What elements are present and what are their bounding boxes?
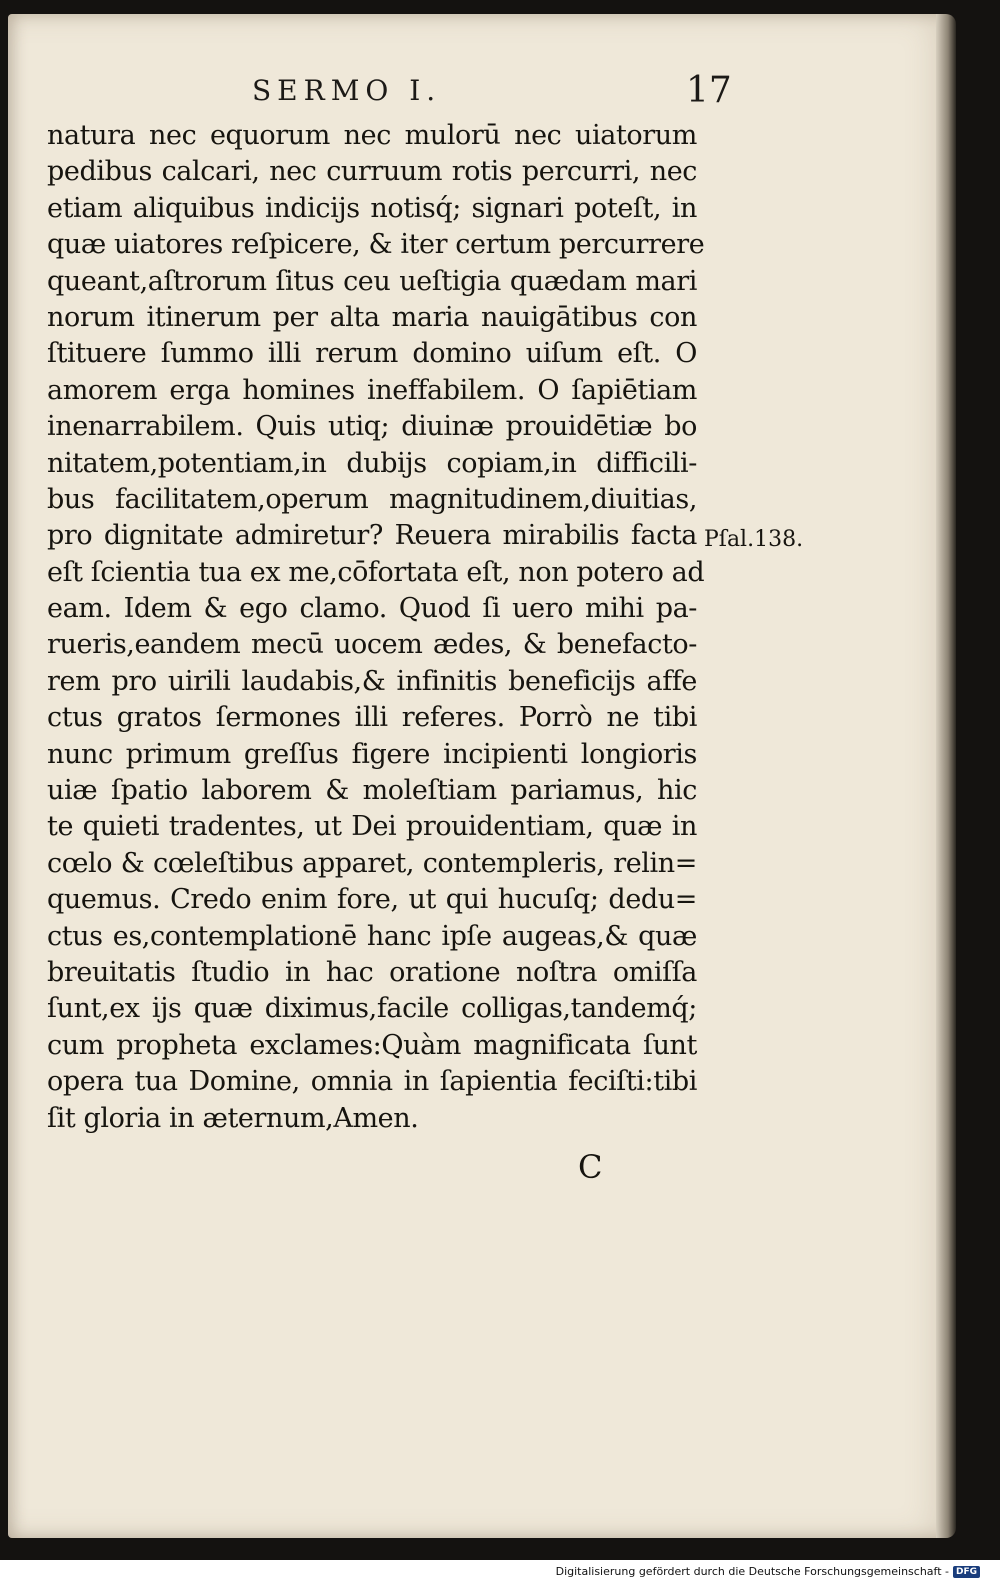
page-number: 17 (686, 70, 732, 111)
running-head: SERMO I. (252, 74, 442, 107)
footer-credit-text: Digitalisierung gefördert durch die Deutsche Forschungsgemeinschaft - (555, 1565, 949, 1578)
text-line: ſit gloria in æternum,Amen. (47, 1102, 419, 1134)
text-line: nitatem,potentiam,in dubijs copiam,in difficili- (47, 447, 697, 479)
text-line: ctus gratos ſermones illi referes. Porrò ne tibi (47, 702, 697, 734)
text-line: pro dignitate admiretur? Reuera mirabilis facta (47, 520, 697, 552)
text-line: nunc primum greſſus figere incipienti longioris (47, 738, 697, 770)
text-line: cum propheta exclames:Quàm magnificata ſunt (47, 1029, 697, 1061)
text-line: etiam aliquibus indicijs notisq́; signari poteſt, in (47, 192, 697, 224)
text-line: natura nec equorum nec mulorū nec uiatorum (47, 120, 697, 151)
text-line: uiæ ſpatio laborem & moleſtiam pariamus, hic (47, 775, 697, 807)
signature-mark: C (578, 1148, 603, 1186)
text-line: rem pro uirili laudabis,& infinitis beneficijs affe (47, 665, 697, 697)
text-line: ſunt,ex ijs quæ diximus,facile colligas,tandemq́; (47, 993, 697, 1025)
text-line: queant,aſtrorum ſitus ceu ueſtigia quædam mari (47, 265, 697, 297)
text-line: eſt ſcientia tua ex me,cōfortata eſt, non potero ad (47, 556, 705, 588)
footer-credit (552, 1563, 984, 1580)
text-line: eam. Idem & ego clamo. Quod ſi uero mihi pa- (47, 593, 697, 625)
text-line: cœlo & cœleſtibus apparet, contempleris, relin= (47, 847, 697, 879)
text-line: inenarrabilem. Quis utiq; diuinæ prouidētiæ bo (47, 411, 697, 443)
body-text (47, 118, 705, 1137)
page-edge (936, 14, 956, 1538)
text-line: ſtituere ſummo illi rerum domino uiſum eſt. O (47, 338, 697, 370)
text-line: quæ uiatores reſpicere, & iter certum percurrere (47, 229, 705, 261)
text-line: amorem erga homines ineffabilem. O ſapiētiam (47, 374, 697, 406)
text-line: te quieti tradentes, ut Dei prouidentiam, quæ in (47, 811, 697, 843)
marginal-note: Pſal.138. (704, 527, 804, 552)
dfg-logo-icon: DFG (953, 1566, 980, 1578)
text-line: rueris,eandem mecū uocem ædes, & benefacto- (47, 629, 697, 661)
text-line: breuitatis ſtudio in hac oratione noſtra omiſſa (47, 956, 697, 988)
text-line: ctus es,contemplationē hanc ipſe augeas,& quæ (47, 920, 697, 952)
text-line: quemus. Credo enim fore, ut qui hucuſq; dedu= (47, 884, 697, 916)
text-line: pedibus calcari, nec curruum rotis percurri, nec (47, 156, 697, 188)
text-line: norum itinerum per alta maria nauigātibus con (47, 301, 697, 333)
text-line: opera tua Domine, omnia in ſapientia feciſti:tibi (47, 1066, 697, 1098)
text-line: bus facilitatem,operum magnitudinem,diuitias, (47, 483, 697, 515)
